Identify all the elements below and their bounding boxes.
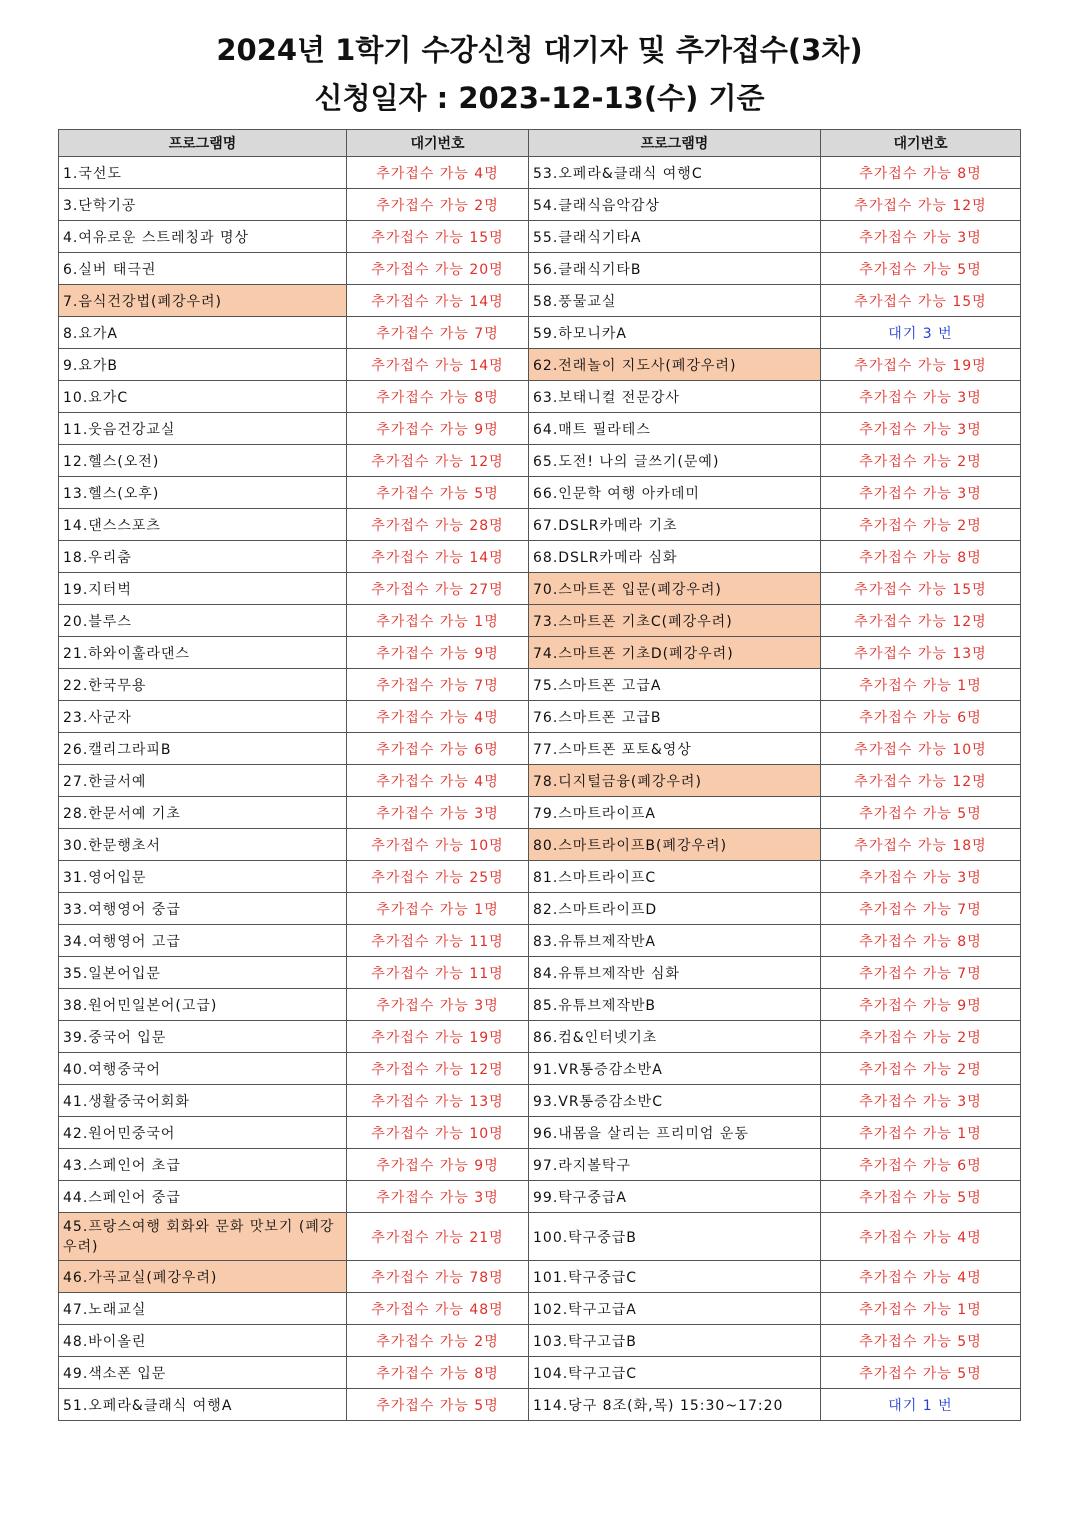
- status-left: 추가접수 가능 3명: [347, 797, 529, 829]
- status-left: 추가접수 가능 25명: [347, 861, 529, 893]
- table-row: [59, 477, 1021, 509]
- program-name-left: 20.블루스: [59, 605, 347, 637]
- table-row: [59, 413, 1021, 445]
- status-left: 추가접수 가능 3명: [347, 1181, 529, 1213]
- table-row: [59, 1117, 1021, 1149]
- status-right: 대기 3 번: [821, 317, 1021, 349]
- table-row: [59, 989, 1021, 1021]
- program-name-right: 93.VR통증감소반C: [529, 1085, 821, 1117]
- program-name-left: 21.하와이훌라댄스: [59, 637, 347, 669]
- program-name-right: 97.라지볼탁구: [529, 1149, 821, 1181]
- program-name-right: 53.오페라&클래식 여행C: [529, 157, 821, 189]
- program-name-right: 56.클래식기타B: [529, 253, 821, 285]
- table-row: [59, 637, 1021, 669]
- program-name-left: 4.여유로운 스트레칭과 명상: [59, 221, 347, 253]
- status-right: 추가접수 가능 2명: [821, 1053, 1021, 1085]
- status-right: 추가접수 가능 4명: [821, 1213, 1021, 1261]
- status-right: 추가접수 가능 3명: [821, 1085, 1021, 1117]
- program-name-right: 101.탁구중급C: [529, 1261, 821, 1293]
- status-left: 추가접수 가능 11명: [347, 925, 529, 957]
- status-left: 추가접수 가능 20명: [347, 253, 529, 285]
- status-left: 추가접수 가능 3명: [347, 989, 529, 1021]
- table-row: [59, 1325, 1021, 1357]
- status-right: 추가접수 가능 8명: [821, 157, 1021, 189]
- program-name-left: 31.영어입문: [59, 861, 347, 893]
- program-name-right: 102.탁구고급A: [529, 1293, 821, 1325]
- status-right: 추가접수 가능 2명: [821, 1021, 1021, 1053]
- table-row: [59, 1085, 1021, 1117]
- program-name-left: 22.한국무용: [59, 669, 347, 701]
- program-name-right: 80.스마트라이프B(폐강우려): [529, 829, 821, 861]
- program-name-left: 35.일본어입문: [59, 957, 347, 989]
- status-left: 추가접수 가능 14명: [347, 349, 529, 381]
- page-title: 2024년 1학기 수강신청 대기자 및 추가접수(3차): [216, 33, 863, 67]
- status-left: 추가접수 가능 21명: [347, 1213, 529, 1261]
- table-row: [59, 797, 1021, 829]
- table-body: [59, 157, 1021, 1421]
- program-name-left: 14.댄스스포츠: [59, 509, 347, 541]
- program-name-left: 38.원어민일본어(고급): [59, 989, 347, 1021]
- program-name-right: 96.내몸을 살리는 프리미엄 운동: [529, 1117, 821, 1149]
- status-left: 추가접수 가능 9명: [347, 413, 529, 445]
- status-left: 추가접수 가능 15명: [347, 221, 529, 253]
- table-row: [59, 1149, 1021, 1181]
- table-row: [59, 573, 1021, 605]
- table-row: [59, 381, 1021, 413]
- program-name-left: 11.웃음건강교실: [59, 413, 347, 445]
- status-right: 추가접수 가능 8명: [821, 541, 1021, 573]
- status-left: 추가접수 가능 9명: [347, 1149, 529, 1181]
- program-name-right: 74.스마트폰 기초D(폐강우려): [529, 637, 821, 669]
- status-right: 추가접수 가능 3명: [821, 861, 1021, 893]
- status-left: 추가접수 가능 78명: [347, 1261, 529, 1293]
- status-right: 추가접수 가능 5명: [821, 1357, 1021, 1389]
- table-row: [59, 349, 1021, 381]
- status-left: 추가접수 가능 12명: [347, 1053, 529, 1085]
- status-right: 추가접수 가능 15명: [821, 285, 1021, 317]
- program-name-right: 63.보태니컬 전문강사: [529, 381, 821, 413]
- program-name-left: 7.음식건강법(폐강우려): [59, 285, 347, 317]
- status-right: 추가접수 가능 5명: [821, 1181, 1021, 1213]
- status-right: 추가접수 가능 6명: [821, 1149, 1021, 1181]
- table-row: [59, 253, 1021, 285]
- program-name-right: 59.하모니카A: [529, 317, 821, 349]
- table-row: [59, 1389, 1021, 1421]
- program-name-right: 79.스마트라이프A: [529, 797, 821, 829]
- table-row: [59, 1181, 1021, 1213]
- table-row: [59, 285, 1021, 317]
- program-name-right: 86.컴&인터넷기초: [529, 1021, 821, 1053]
- status-left: 추가접수 가능 11명: [347, 957, 529, 989]
- program-name-right: 104.탁구고급C: [529, 1357, 821, 1389]
- status-left: 추가접수 가능 7명: [347, 317, 529, 349]
- column-header-program-left: 프로그램명: [59, 130, 347, 157]
- program-name-left: 26.캘리그라피B: [59, 733, 347, 765]
- program-name-right: 67.DSLR카메라 기초: [529, 509, 821, 541]
- status-left: 추가접수 가능 14명: [347, 541, 529, 573]
- column-header-waitnum-left: 대기번호: [347, 130, 529, 157]
- table-row: [59, 221, 1021, 253]
- table-row: [59, 1053, 1021, 1085]
- status-right: 추가접수 가능 1명: [821, 1293, 1021, 1325]
- program-name-left: 44.스페인어 중급: [59, 1181, 347, 1213]
- program-name-right: 77.스마트폰 포토&영상: [529, 733, 821, 765]
- program-name-left: 13.헬스(오후): [59, 477, 347, 509]
- program-name-right: 82.스마트라이프D: [529, 893, 821, 925]
- status-right: 추가접수 가능 12명: [821, 189, 1021, 221]
- status-right: 추가접수 가능 6명: [821, 701, 1021, 733]
- status-left: 추가접수 가능 1명: [347, 893, 529, 925]
- status-right: 추가접수 가능 1명: [821, 1117, 1021, 1149]
- status-left: 추가접수 가능 8명: [347, 1357, 529, 1389]
- column-header-waitnum-right: 대기번호: [821, 130, 1021, 157]
- status-left: 추가접수 가능 4명: [347, 157, 529, 189]
- table-row: [59, 1293, 1021, 1325]
- table-row: [59, 1213, 1021, 1261]
- status-left: 추가접수 가능 27명: [347, 573, 529, 605]
- table-header-row: [59, 130, 1021, 157]
- table-row: [59, 605, 1021, 637]
- program-name-right: 81.스마트라이프C: [529, 861, 821, 893]
- page-subtitle-date: 신청일자 : 2023-12-13(수) 기준: [314, 81, 765, 115]
- program-name-right: 114.당구 8조(화,목) 15:30~17:20: [529, 1389, 821, 1421]
- status-left: 추가접수 가능 10명: [347, 1117, 529, 1149]
- status-right: 추가접수 가능 7명: [821, 893, 1021, 925]
- status-right: 추가접수 가능 12명: [821, 765, 1021, 797]
- program-name-right: 78.디지털금융(폐강우려): [529, 765, 821, 797]
- program-name-right: 73.스마트폰 기초C(폐강우려): [529, 605, 821, 637]
- status-right: 추가접수 가능 12명: [821, 605, 1021, 637]
- status-left: 추가접수 가능 9명: [347, 637, 529, 669]
- status-left: 추가접수 가능 14명: [347, 285, 529, 317]
- column-header-program-right: 프로그램명: [529, 130, 821, 157]
- status-right: 추가접수 가능 2명: [821, 445, 1021, 477]
- program-name-left: 40.여행중국어: [59, 1053, 347, 1085]
- status-right: 추가접수 가능 8명: [821, 925, 1021, 957]
- program-name-right: 62.전래놀이 지도사(폐강우려): [529, 349, 821, 381]
- status-left: 추가접수 가능 5명: [347, 1389, 529, 1421]
- status-right: 추가접수 가능 5명: [821, 253, 1021, 285]
- program-name-right: 54.클래식음악감상: [529, 189, 821, 221]
- program-name-left: 41.생활중국어회화: [59, 1085, 347, 1117]
- status-left: 추가접수 가능 12명: [347, 445, 529, 477]
- table-row: [59, 861, 1021, 893]
- program-name-left: 43.스페인어 초급: [59, 1149, 347, 1181]
- table-row: [59, 733, 1021, 765]
- status-right: 추가접수 가능 3명: [821, 477, 1021, 509]
- program-name-left: 12.헬스(오전): [59, 445, 347, 477]
- status-left: 추가접수 가능 48명: [347, 1293, 529, 1325]
- status-left: 추가접수 가능 19명: [347, 1021, 529, 1053]
- program-name-right: 99.탁구중급A: [529, 1181, 821, 1213]
- status-right: 추가접수 가능 9명: [821, 989, 1021, 1021]
- status-left: 추가접수 가능 7명: [347, 669, 529, 701]
- program-name-right: 66.인문학 여행 아카데미: [529, 477, 821, 509]
- program-name-right: 91.VR통증감소반A: [529, 1053, 821, 1085]
- table-row: [59, 541, 1021, 573]
- program-name-right: 85.유튜브제작반B: [529, 989, 821, 1021]
- program-name-right: 65.도전! 나의 글쓰기(문예): [529, 445, 821, 477]
- program-name-right: 55.클래식기타A: [529, 221, 821, 253]
- program-name-right: 76.스마트폰 고급B: [529, 701, 821, 733]
- program-name-left: 9.요가B: [59, 349, 347, 381]
- program-name-left: 39.중국어 입문: [59, 1021, 347, 1053]
- table-row: [59, 701, 1021, 733]
- program-name-left: 48.바이올린: [59, 1325, 347, 1357]
- program-name-left: 46.가곡교실(폐강우려): [59, 1261, 347, 1293]
- program-name-left: 42.원어민중국어: [59, 1117, 347, 1149]
- status-right: 추가접수 가능 5명: [821, 797, 1021, 829]
- table-row: [59, 1357, 1021, 1389]
- program-name-right: 100.탁구중급B: [529, 1213, 821, 1261]
- table-row: [59, 157, 1021, 189]
- program-name-right: 75.스마트폰 고급A: [529, 669, 821, 701]
- waitlist-table: [58, 129, 1021, 1421]
- program-name-left: 1.국선도: [59, 157, 347, 189]
- table-row: [59, 957, 1021, 989]
- program-name-left: 6.실버 태극권: [59, 253, 347, 285]
- status-left: 추가접수 가능 13명: [347, 1085, 529, 1117]
- status-left: 추가접수 가능 2명: [347, 189, 529, 221]
- program-name-left: 45.프랑스여행 회화와 문화 맛보기 (폐강우려): [59, 1213, 347, 1261]
- table-row: [59, 445, 1021, 477]
- status-right: 추가접수 가능 1명: [821, 669, 1021, 701]
- status-right: 추가접수 가능 10명: [821, 733, 1021, 765]
- program-name-left: 34.여행영어 고급: [59, 925, 347, 957]
- status-left: 추가접수 가능 4명: [347, 701, 529, 733]
- status-left: 추가접수 가능 4명: [347, 765, 529, 797]
- status-right: 추가접수 가능 3명: [821, 413, 1021, 445]
- status-right: 대기 1 번: [821, 1389, 1021, 1421]
- status-right: 추가접수 가능 5명: [821, 1325, 1021, 1357]
- table-row: [59, 925, 1021, 957]
- status-right: 추가접수 가능 19명: [821, 349, 1021, 381]
- program-name-right: 58.풍물교실: [529, 285, 821, 317]
- program-name-left: 10.요가C: [59, 381, 347, 413]
- program-name-right: 64.매트 필라테스: [529, 413, 821, 445]
- table-row: [59, 509, 1021, 541]
- status-right: 추가접수 가능 3명: [821, 381, 1021, 413]
- status-left: 추가접수 가능 8명: [347, 381, 529, 413]
- program-name-left: 49.색소폰 입문: [59, 1357, 347, 1389]
- status-right: 추가접수 가능 2명: [821, 509, 1021, 541]
- status-right: 추가접수 가능 7명: [821, 957, 1021, 989]
- status-left: 추가접수 가능 5명: [347, 477, 529, 509]
- program-name-left: 47.노래교실: [59, 1293, 347, 1325]
- program-name-right: 70.스마트폰 입문(폐강우려): [529, 573, 821, 605]
- table-row: [59, 893, 1021, 925]
- program-name-left: 19.지터벅: [59, 573, 347, 605]
- program-name-right: 103.탁구고급B: [529, 1325, 821, 1357]
- status-left: 추가접수 가능 28명: [347, 509, 529, 541]
- status-right: 추가접수 가능 18명: [821, 829, 1021, 861]
- program-name-left: 30.한문행초서: [59, 829, 347, 861]
- status-right: 추가접수 가능 15명: [821, 573, 1021, 605]
- status-right: 추가접수 가능 13명: [821, 637, 1021, 669]
- program-name-left: 3.단학기공: [59, 189, 347, 221]
- program-name-left: 28.한문서예 기초: [59, 797, 347, 829]
- program-name-left: 8.요가A: [59, 317, 347, 349]
- table-row: [59, 765, 1021, 797]
- status-left: 추가접수 가능 10명: [347, 829, 529, 861]
- program-name-left: 18.우리춤: [59, 541, 347, 573]
- table-row: [59, 1021, 1021, 1053]
- status-left: 추가접수 가능 6명: [347, 733, 529, 765]
- table-row: [59, 189, 1021, 221]
- table-row: [59, 669, 1021, 701]
- program-name-right: 83.유튜브제작반A: [529, 925, 821, 957]
- program-name-right: 68.DSLR카메라 심화: [529, 541, 821, 573]
- program-name-left: 23.사군자: [59, 701, 347, 733]
- program-name-left: 51.오페라&클래식 여행A: [59, 1389, 347, 1421]
- table-row: [59, 317, 1021, 349]
- status-left: 추가접수 가능 2명: [347, 1325, 529, 1357]
- status-right: 추가접수 가능 3명: [821, 221, 1021, 253]
- status-right: 추가접수 가능 4명: [821, 1261, 1021, 1293]
- program-name-left: 27.한글서예: [59, 765, 347, 797]
- table-row: [59, 829, 1021, 861]
- status-left: 추가접수 가능 1명: [347, 605, 529, 637]
- table-row: [59, 1261, 1021, 1293]
- program-name-left: 33.여행영어 중급: [59, 893, 347, 925]
- program-name-right: 84.유튜브제작반 심화: [529, 957, 821, 989]
